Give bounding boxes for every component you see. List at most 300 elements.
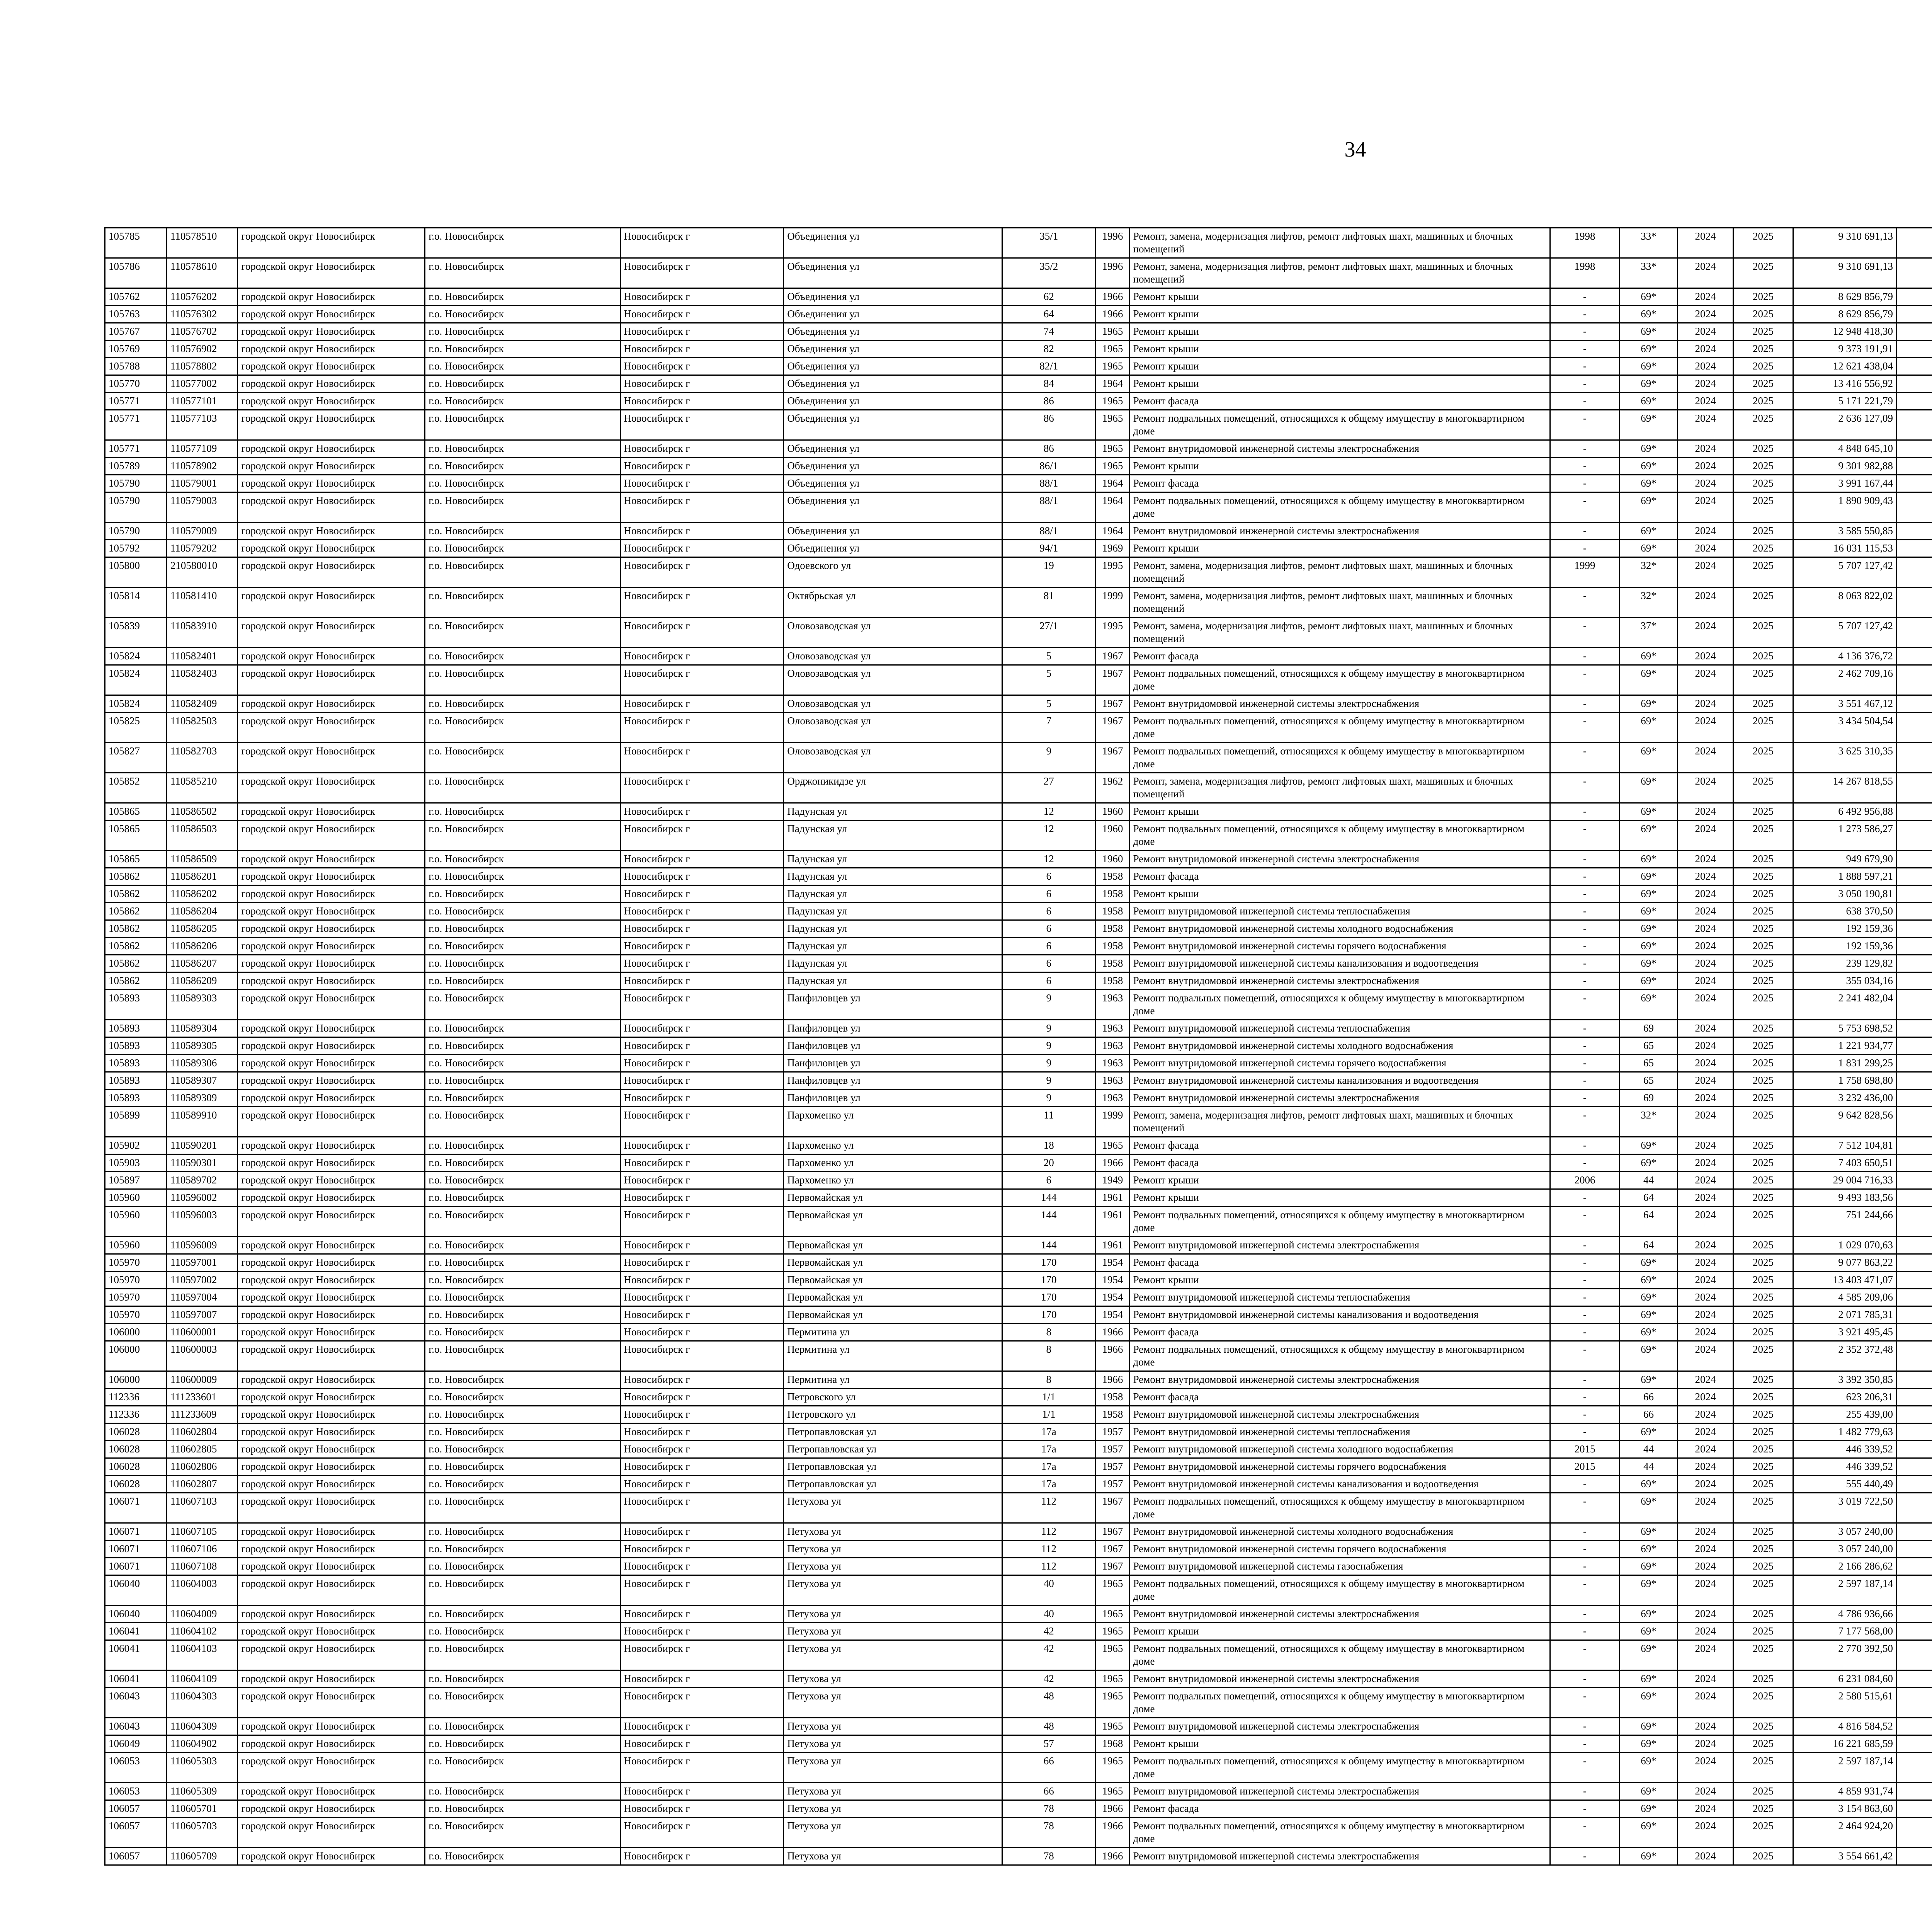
cell-year-built: 1968	[1095, 1735, 1129, 1753]
cell-municipal-district: городской округ Новосибирск	[238, 618, 425, 648]
cell-house-number: 64	[1002, 306, 1095, 323]
table-row	[105, 1718, 1932, 1735]
cell-municipality: г.о. Новосибирск	[425, 540, 620, 557]
cell-street: Первомайская ул	[784, 1272, 1002, 1289]
cell-work-id: 110602806	[167, 1458, 238, 1476]
cell-plan-end-year: 2025	[1733, 920, 1793, 938]
cell-house-id: 105790	[105, 523, 167, 540]
cell-municipality: г.о. Новосибирск	[425, 1735, 620, 1753]
cell-year-built: 1967	[1095, 743, 1129, 773]
cell-street: Оловозаводская ул	[784, 665, 1002, 695]
table-row	[105, 618, 1932, 648]
cell-municipality: г.о. Новосибирск	[425, 475, 620, 492]
cell-wear-percent: 69*	[1620, 1154, 1678, 1172]
cell-house-number: 11	[1002, 1107, 1095, 1137]
cell-work-type: Ремонт фасада	[1129, 1324, 1550, 1341]
cell-house-id: 105785	[105, 228, 167, 258]
cell-last-repair-year: -	[1550, 340, 1619, 358]
cell-last-repair-year: -	[1550, 1107, 1619, 1137]
cell-total-cost: 6 231 084,60	[1793, 1670, 1896, 1688]
cell-house-id: 105899	[105, 1107, 167, 1137]
cell-work-id: 110586202	[167, 885, 238, 903]
cell-street: Петухова ул	[784, 1558, 1002, 1575]
cell-plan-start-year: 2024	[1677, 1458, 1733, 1476]
cell-total-cost: 4 786 936,66	[1793, 1605, 1896, 1623]
cell-work-type: Ремонт подвальных помещений, относящихся к общему имуществу в многоквартирном доме	[1129, 821, 1550, 851]
cell-plan-end-year: 2025	[1733, 1371, 1793, 1389]
cell-wear-percent: 69*	[1620, 1575, 1678, 1605]
cell-plan-end-year: 2025	[1733, 1389, 1793, 1406]
cell-plan-start-year: 2024	[1677, 665, 1733, 695]
cell-locality: Новосибирск г	[620, 1605, 784, 1623]
cell-house-number: 86	[1002, 393, 1095, 410]
cell-house-number: 27	[1002, 773, 1095, 803]
cell-plan-end-year: 2025	[1733, 1172, 1793, 1189]
cell-plan-start-year: 2024	[1677, 990, 1733, 1020]
cell-municipality: г.о. Новосибирск	[425, 1172, 620, 1189]
cell-cost-regional-fund	[1897, 557, 1932, 587]
cell-plan-start-year: 2024	[1677, 1605, 1733, 1623]
cell-year-built: 1967	[1095, 665, 1129, 695]
cell-plan-end-year: 2025	[1733, 587, 1793, 618]
cell-house-id: 106000	[105, 1341, 167, 1371]
cell-cost-regional-fund	[1897, 1640, 1932, 1670]
cell-locality: Новосибирск г	[620, 1371, 784, 1389]
cell-total-cost: 2 241 482,04	[1793, 990, 1896, 1020]
cell-house-id: 105767	[105, 323, 167, 340]
cell-cost-regional-fund	[1897, 648, 1932, 665]
cell-municipality: г.о. Новосибирск	[425, 1324, 620, 1341]
cell-plan-end-year: 2025	[1733, 1154, 1793, 1172]
cell-street: Падунская ул	[784, 903, 1002, 920]
cell-plan-start-year: 2024	[1677, 1493, 1733, 1523]
cell-house-id: 105827	[105, 743, 167, 773]
cell-municipality: г.о. Новосибирск	[425, 821, 620, 851]
cell-last-repair-year: -	[1550, 1541, 1619, 1558]
table-row	[105, 1324, 1932, 1341]
cell-municipality: г.о. Новосибирск	[425, 258, 620, 288]
cell-total-cost: 6 492 956,88	[1793, 803, 1896, 821]
cell-locality: Новосибирск г	[620, 972, 784, 990]
cell-municipality: г.о. Новосибирск	[425, 648, 620, 665]
table-row	[105, 1237, 1932, 1254]
cell-work-type: Ремонт внутридомовой инженерной системы канализования и водоотведения	[1129, 1306, 1550, 1324]
cell-house-number: 81	[1002, 587, 1095, 618]
cell-year-built: 1965	[1095, 340, 1129, 358]
cell-municipality: г.о. Новосибирск	[425, 228, 620, 258]
cell-plan-end-year: 2025	[1733, 1272, 1793, 1289]
cell-locality: Новосибирск г	[620, 773, 784, 803]
cell-house-number: 1/1	[1002, 1389, 1095, 1406]
cell-locality: Новосибирск г	[620, 903, 784, 920]
table-row	[105, 1441, 1932, 1458]
cell-cost-regional-fund	[1897, 695, 1932, 713]
cell-cost-regional-fund	[1897, 1324, 1932, 1341]
cell-house-id: 105903	[105, 1154, 167, 1172]
cell-work-type: Ремонт внутридомовой инженерной системы холодного водоснабжения	[1129, 1523, 1550, 1541]
cell-street: Объединения ул	[784, 375, 1002, 393]
cell-plan-end-year: 2025	[1733, 540, 1793, 557]
cell-last-repair-year: -	[1550, 440, 1619, 458]
cell-municipality: г.о. Новосибирск	[425, 1341, 620, 1371]
cell-plan-end-year: 2025	[1733, 1523, 1793, 1541]
cell-work-type: Ремонт внутридомовой инженерной системы электроснабжения	[1129, 1371, 1550, 1389]
cell-total-cost: 8 063 822,02	[1793, 587, 1896, 618]
cell-plan-start-year: 2024	[1677, 1575, 1733, 1605]
cell-street: Орджоникидзе ул	[784, 773, 1002, 803]
table-row	[105, 323, 1932, 340]
cell-year-built: 1966	[1095, 1154, 1129, 1172]
cell-work-id: 110602807	[167, 1476, 238, 1493]
cell-locality: Новосибирск г	[620, 1254, 784, 1272]
cell-municipal-district: городской округ Новосибирск	[238, 1306, 425, 1324]
cell-wear-percent: 69*	[1620, 393, 1678, 410]
cell-street: Петровского ул	[784, 1406, 1002, 1423]
cell-year-built: 1963	[1095, 990, 1129, 1020]
cell-wear-percent: 64	[1620, 1237, 1678, 1254]
cell-plan-start-year: 2024	[1677, 1072, 1733, 1090]
cell-year-built: 1966	[1095, 1341, 1129, 1371]
cell-house-id: 105788	[105, 358, 167, 375]
cell-total-cost: 1 029 070,63	[1793, 1237, 1896, 1254]
cell-total-cost: 9 493 183,56	[1793, 1189, 1896, 1207]
cell-year-built: 1958	[1095, 920, 1129, 938]
cell-locality: Новосибирск г	[620, 1818, 784, 1848]
cell-plan-end-year: 2025	[1733, 903, 1793, 920]
cell-year-built: 1965	[1095, 1575, 1129, 1605]
cell-last-repair-year: -	[1550, 1237, 1619, 1254]
cell-cost-regional-fund	[1897, 665, 1932, 695]
cell-house-number: 6	[1002, 1172, 1095, 1189]
cell-total-cost: 3 057 240,00	[1793, 1541, 1896, 1558]
cell-total-cost: 638 370,50	[1793, 903, 1896, 920]
cell-cost-regional-fund	[1897, 1476, 1932, 1493]
cell-year-built: 1958	[1095, 938, 1129, 955]
table-row	[105, 938, 1932, 955]
cell-municipality: г.о. Новосибирск	[425, 803, 620, 821]
cell-wear-percent: 64	[1620, 1189, 1678, 1207]
cell-work-type: Ремонт внутридомовой инженерной системы теплоснабжения	[1129, 1423, 1550, 1441]
cell-plan-start-year: 2024	[1677, 393, 1733, 410]
cell-work-type: Ремонт подвальных помещений, относящихся к общему имуществу в многоквартирном доме	[1129, 713, 1550, 743]
cell-wear-percent: 69*	[1620, 306, 1678, 323]
cell-municipality: г.о. Новосибирск	[425, 1272, 620, 1289]
cell-street: Падунская ул	[784, 803, 1002, 821]
table-row	[105, 1688, 1932, 1718]
cell-house-number: 144	[1002, 1207, 1095, 1237]
cell-year-built: 1999	[1095, 587, 1129, 618]
cell-work-type: Ремонт внутридомовой инженерной системы электроснабжения	[1129, 1670, 1550, 1688]
cell-cost-regional-fund	[1897, 1306, 1932, 1324]
table-row	[105, 1055, 1932, 1072]
table-row	[105, 375, 1932, 393]
cell-year-built: 1966	[1095, 1800, 1129, 1818]
cell-work-id: 110607103	[167, 1493, 238, 1523]
cell-plan-start-year: 2024	[1677, 1107, 1733, 1137]
cell-plan-end-year: 2025	[1733, 713, 1793, 743]
cell-year-built: 1999	[1095, 1107, 1129, 1137]
cell-work-id: 110605309	[167, 1783, 238, 1800]
cell-year-built: 1961	[1095, 1189, 1129, 1207]
cell-cost-regional-fund	[1897, 306, 1932, 323]
cell-cost-regional-fund	[1897, 821, 1932, 851]
cell-cost-regional-fund	[1897, 258, 1932, 288]
cell-locality: Новосибирск г	[620, 1207, 784, 1237]
cell-year-built: 1965	[1095, 440, 1129, 458]
cell-municipal-district: городской округ Новосибирск	[238, 475, 425, 492]
cell-house-number: 74	[1002, 323, 1095, 340]
cell-last-repair-year: -	[1550, 492, 1619, 523]
cell-work-type: Ремонт внутридомовой инженерной системы электроснабжения	[1129, 1237, 1550, 1254]
cell-plan-end-year: 2025	[1733, 1324, 1793, 1341]
cell-work-id: 110604309	[167, 1718, 238, 1735]
cell-street: Объединения ул	[784, 523, 1002, 540]
cell-plan-start-year: 2024	[1677, 903, 1733, 920]
cell-wear-percent: 69*	[1620, 323, 1678, 340]
cell-house-id: 105970	[105, 1306, 167, 1324]
cell-municipal-district: городской округ Новосибирск	[238, 1783, 425, 1800]
cell-plan-end-year: 2025	[1733, 648, 1793, 665]
cell-municipality: г.о. Новосибирск	[425, 1207, 620, 1237]
cell-work-type: Ремонт фасада	[1129, 475, 1550, 492]
cell-municipal-district: городской округ Новосибирск	[238, 648, 425, 665]
cell-house-number: 9	[1002, 1037, 1095, 1055]
cell-municipality: г.о. Новосибирск	[425, 323, 620, 340]
cell-house-id: 106053	[105, 1783, 167, 1800]
cell-municipality: г.о. Новосибирск	[425, 1541, 620, 1558]
cell-work-id: 110586204	[167, 903, 238, 920]
cell-house-id: 105824	[105, 695, 167, 713]
cell-last-repair-year: -	[1550, 1289, 1619, 1306]
cell-plan-start-year: 2024	[1677, 1541, 1733, 1558]
cell-cost-regional-fund	[1897, 393, 1932, 410]
cell-wear-percent: 69*	[1620, 851, 1678, 868]
cell-wear-percent: 69*	[1620, 1137, 1678, 1154]
cell-municipal-district: городской округ Новосибирск	[238, 1640, 425, 1670]
cell-house-number: 35/2	[1002, 258, 1095, 288]
cell-total-cost: 355 034,16	[1793, 972, 1896, 990]
cell-total-cost: 5 171 221,79	[1793, 393, 1896, 410]
cell-street: Петухова ул	[784, 1800, 1002, 1818]
cell-total-cost: 1 888 597,21	[1793, 868, 1896, 885]
cell-municipality: г.о. Новосибирск	[425, 1090, 620, 1107]
cell-total-cost: 2 636 127,09	[1793, 410, 1896, 440]
cell-plan-end-year: 2025	[1733, 1237, 1793, 1254]
cell-work-id: 110605703	[167, 1818, 238, 1848]
cell-last-repair-year: -	[1550, 393, 1619, 410]
cell-cost-regional-fund	[1897, 1154, 1932, 1172]
cell-work-type: Ремонт подвальных помещений, относящихся к общему имуществу в многоквартирном доме	[1129, 1341, 1550, 1371]
cell-wear-percent: 69*	[1620, 1423, 1678, 1441]
cell-work-type: Ремонт фасада	[1129, 1389, 1550, 1406]
cell-total-cost: 3 625 310,35	[1793, 743, 1896, 773]
cell-locality: Новосибирск г	[620, 1735, 784, 1753]
cell-municipality: г.о. Новосибирск	[425, 920, 620, 938]
cell-cost-regional-fund	[1897, 972, 1932, 990]
cell-street: Падунская ул	[784, 972, 1002, 990]
cell-house-number: 6	[1002, 955, 1095, 972]
cell-house-id: 105769	[105, 340, 167, 358]
cell-work-id: 110578902	[167, 458, 238, 475]
cell-plan-start-year: 2024	[1677, 492, 1733, 523]
cell-municipal-district: городской округ Новосибирск	[238, 1458, 425, 1476]
cell-last-repair-year: -	[1550, 1783, 1619, 1800]
cell-total-cost: 8 629 856,79	[1793, 306, 1896, 323]
cell-work-id: 110600001	[167, 1324, 238, 1341]
cell-locality: Новосибирск г	[620, 1476, 784, 1493]
cell-year-built: 1966	[1095, 1371, 1129, 1389]
cell-plan-end-year: 2025	[1733, 868, 1793, 885]
cell-house-number: 6	[1002, 868, 1095, 885]
cell-street: Петухова ул	[784, 1718, 1002, 1735]
cell-street: Петухова ул	[784, 1493, 1002, 1523]
cell-locality: Новосибирск г	[620, 1189, 784, 1207]
cell-house-number: 42	[1002, 1623, 1095, 1640]
cell-work-type: Ремонт внутридомовой инженерной системы электроснабжения	[1129, 1848, 1550, 1865]
cell-locality: Новосибирск г	[620, 1423, 784, 1441]
cell-house-id: 105770	[105, 375, 167, 393]
cell-municipality: г.о. Новосибирск	[425, 868, 620, 885]
cell-wear-percent: 69*	[1620, 340, 1678, 358]
cell-house-number: 19	[1002, 557, 1095, 587]
cell-wear-percent: 69*	[1620, 523, 1678, 540]
cell-plan-end-year: 2025	[1733, 1605, 1793, 1623]
cell-last-repair-year: -	[1550, 648, 1619, 665]
table-row	[105, 885, 1932, 903]
cell-house-id: 105970	[105, 1289, 167, 1306]
cell-cost-regional-fund	[1897, 618, 1932, 648]
cell-work-id: 110576302	[167, 306, 238, 323]
cell-plan-start-year: 2024	[1677, 1783, 1733, 1800]
cell-work-type: Ремонт крыши	[1129, 340, 1550, 358]
cell-wear-percent: 69*	[1620, 713, 1678, 743]
cell-wear-percent: 69*	[1620, 821, 1678, 851]
cell-municipal-district: городской округ Новосибирск	[238, 1575, 425, 1605]
cell-total-cost: 446 339,52	[1793, 1458, 1896, 1476]
cell-year-built: 1967	[1095, 695, 1129, 713]
cell-plan-start-year: 2024	[1677, 557, 1733, 587]
cell-work-id: 110586502	[167, 803, 238, 821]
cell-municipality: г.о. Новосибирск	[425, 1688, 620, 1718]
cell-last-repair-year: -	[1550, 773, 1619, 803]
cell-municipality: г.о. Новосибирск	[425, 990, 620, 1020]
cell-plan-start-year: 2024	[1677, 288, 1733, 306]
cell-year-built: 1965	[1095, 358, 1129, 375]
cell-wear-percent: 65	[1620, 1055, 1678, 1072]
cell-total-cost: 9 642 828,56	[1793, 1107, 1896, 1137]
cell-year-built: 1965	[1095, 458, 1129, 475]
cell-plan-end-year: 2025	[1733, 1090, 1793, 1107]
table-row	[105, 1272, 1932, 1289]
cell-municipality: г.о. Новосибирск	[425, 1800, 620, 1818]
cell-locality: Новосибирск г	[620, 1848, 784, 1865]
table-row	[105, 1523, 1932, 1541]
cell-municipal-district: городской округ Новосибирск	[238, 1605, 425, 1623]
cell-plan-start-year: 2024	[1677, 1055, 1733, 1072]
cell-cost-regional-fund	[1897, 1623, 1932, 1640]
cell-locality: Новосибирск г	[620, 868, 784, 885]
cell-last-repair-year: -	[1550, 410, 1619, 440]
cell-year-built: 1967	[1095, 1523, 1129, 1541]
cell-house-number: 12	[1002, 821, 1095, 851]
cell-cost-regional-fund	[1897, 1289, 1932, 1306]
cell-cost-regional-fund	[1897, 440, 1932, 458]
cell-street: Первомайская ул	[784, 1189, 1002, 1207]
cell-plan-end-year: 2025	[1733, 803, 1793, 821]
cell-street: Панфиловцев ул	[784, 1020, 1002, 1037]
cell-total-cost: 7 177 568,00	[1793, 1623, 1896, 1640]
cell-street: Пермитина ул	[784, 1324, 1002, 1341]
cell-municipality: г.о. Новосибирск	[425, 1406, 620, 1423]
cell-plan-end-year: 2025	[1733, 258, 1793, 288]
cell-plan-start-year: 2024	[1677, 1800, 1733, 1818]
cell-work-id: 110578802	[167, 358, 238, 375]
cell-plan-end-year: 2025	[1733, 375, 1793, 393]
cell-house-id: 106049	[105, 1735, 167, 1753]
cell-year-built: 1995	[1095, 557, 1129, 587]
cell-work-type: Ремонт фасада	[1129, 393, 1550, 410]
cell-plan-start-year: 2024	[1677, 803, 1733, 821]
cell-municipal-district: городской округ Новосибирск	[238, 410, 425, 440]
cell-street: Объединения ул	[784, 458, 1002, 475]
cell-wear-percent: 69*	[1620, 665, 1678, 695]
cell-wear-percent: 64	[1620, 1207, 1678, 1237]
cell-plan-end-year: 2025	[1733, 1306, 1793, 1324]
cell-wear-percent: 69*	[1620, 803, 1678, 821]
cell-plan-start-year: 2024	[1677, 1137, 1733, 1154]
cell-house-id: 106028	[105, 1441, 167, 1458]
table-row	[105, 743, 1932, 773]
cell-work-id: 110589304	[167, 1020, 238, 1037]
cell-locality: Новосибирск г	[620, 1406, 784, 1423]
cell-plan-start-year: 2024	[1677, 228, 1733, 258]
cell-house-number: 6	[1002, 903, 1095, 920]
cell-year-built: 1967	[1095, 1541, 1129, 1558]
cell-work-type: Ремонт подвальных помещений, относящихся к общему имуществу в многоквартирном доме	[1129, 1688, 1550, 1718]
cell-work-id: 110602804	[167, 1423, 238, 1441]
cell-municipal-district: городской округ Новосибирск	[238, 665, 425, 695]
table-row	[105, 1623, 1932, 1640]
cell-cost-regional-fund	[1897, 1558, 1932, 1575]
cell-house-number: 5	[1002, 695, 1095, 713]
cell-locality: Новосибирск г	[620, 1718, 784, 1735]
cell-work-id: 110589305	[167, 1037, 238, 1055]
cell-municipality: г.о. Новосибирск	[425, 773, 620, 803]
cell-municipality: г.о. Новосибирск	[425, 1107, 620, 1137]
cell-total-cost: 623 206,31	[1793, 1389, 1896, 1406]
cell-house-id: 105862	[105, 972, 167, 990]
cell-wear-percent: 69*	[1620, 972, 1678, 990]
cell-plan-end-year: 2025	[1733, 1423, 1793, 1441]
cell-municipality: г.о. Новосибирск	[425, 1458, 620, 1476]
cell-house-number: 9	[1002, 743, 1095, 773]
cell-street: Панфиловцев ул	[784, 1055, 1002, 1072]
cell-last-repair-year: -	[1550, 972, 1619, 990]
cell-street: Падунская ул	[784, 955, 1002, 972]
cell-house-number: 48	[1002, 1718, 1095, 1735]
cell-plan-start-year: 2024	[1677, 458, 1733, 475]
cell-street: Объединения ул	[784, 258, 1002, 288]
cell-locality: Новосибирск г	[620, 540, 784, 557]
cell-plan-start-year: 2024	[1677, 1718, 1733, 1735]
cell-year-built: 1967	[1095, 1558, 1129, 1575]
cell-house-id: 105893	[105, 1090, 167, 1107]
cell-work-type: Ремонт внутридомовой инженерной системы электроснабжения	[1129, 523, 1550, 540]
cell-work-id: 110604109	[167, 1670, 238, 1688]
cell-last-repair-year: -	[1550, 1154, 1619, 1172]
cell-house-number: 6	[1002, 972, 1095, 990]
cell-cost-regional-fund	[1897, 1172, 1932, 1189]
